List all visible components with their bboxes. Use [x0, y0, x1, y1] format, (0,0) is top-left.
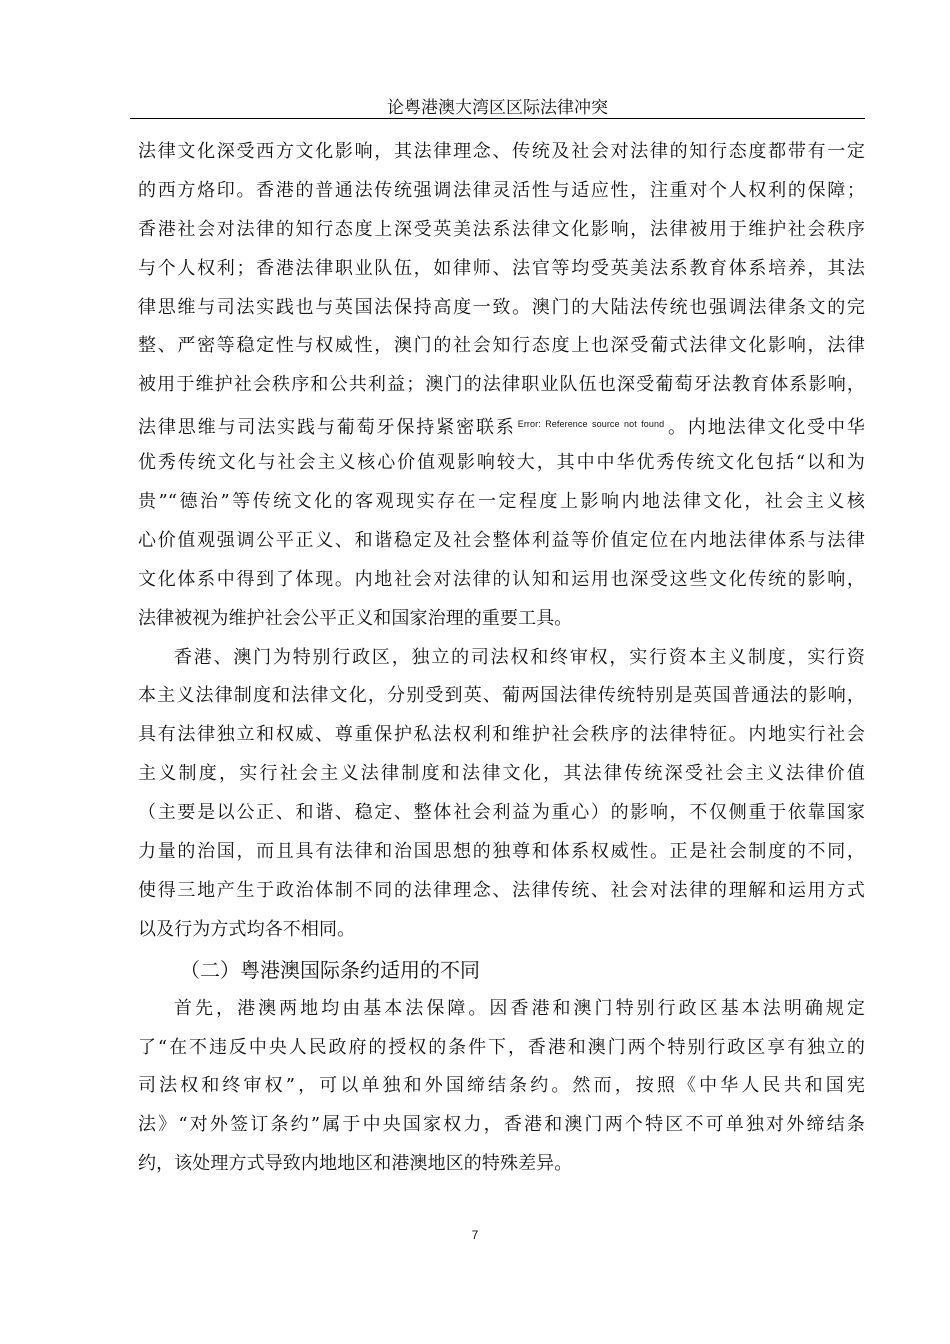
text-line: 司法权和终审权”，可以单独和外国缔结条约。然而，按照《中华人民共和国宪: [138, 1075, 865, 1097]
text-line: 心价值观强调公平正义、和谐稳定及社会整体利益等价值定位在内地法律体系与法律: [138, 529, 865, 551]
text-line: 香港、澳门为特别行政区，独立的司法权和终审权，实行资本主义制度，实行资: [174, 646, 865, 668]
text-line: 使得三地产生于政治体制不同的法律理念、法律传统、社会对法律的理解和运用方式: [138, 879, 865, 901]
text-line: （主要是以公正、和谐、稳定、整体社会利益为重心）的影响，不仅侧重于依靠国家: [138, 802, 865, 824]
header-divider: [130, 118, 865, 119]
page-number: 7: [471, 1228, 479, 1242]
text-line: 与个人权利；香港法律职业队伍，如律师、法官等均受英美法系教育体系培养，其法: [138, 257, 865, 279]
text-line: 了“在不违反中央人民政府的授权的条件下，香港和澳门两个特别行政区享有独立的: [138, 1036, 865, 1058]
text-line: 律思维与司法实践也与英国法保持高度一致。澳门的大陆法传统也强调法律条文的完: [138, 296, 865, 318]
text-segment: 法律思维与司法实践与葡萄牙保持紧密联系: [138, 417, 516, 439]
text-line: 整、严密等稳定性与权威性，澳门的社会知行态度上也深受葡式法律文化影响，法律: [138, 335, 865, 357]
text-line: 约，该处理方式导致内地地区和港澳地区的特殊差异。: [138, 1153, 573, 1175]
running-header-title: 论粤港澳大湾区区际法律冲突: [387, 98, 608, 118]
document-body: [138, 133, 865, 1184]
reference-error-note: Error: Reference source not found: [517, 419, 665, 430]
section-heading: （二）粤港澳国际条约适用的不同: [180, 957, 480, 982]
text-line: 法律被视为维护社会公平正义和国家治理的重要工具。: [138, 607, 573, 629]
text-line: 力量的治国，而且具有法律和治国思想的独尊和体系权威性。正是社会制度的不同，: [138, 841, 865, 863]
text-line: 优秀传统文化与社会主义核心价值观影响较大，其中中华优秀传统文化包括“以和为: [138, 452, 865, 474]
text-segment: 。内地法律文化受中华: [666, 417, 866, 439]
text-line: 以及行为方式均各不相同。: [138, 918, 356, 940]
text-line: 文化体系中得到了体现。内地社会对法律的认知和运用也深受这些文化传统的影响，: [138, 568, 865, 590]
text-line: 首先，港澳两地均由基本法保障。因香港和澳门特别行政区基本法明确规定: [174, 997, 865, 1019]
text-line: 具有法律独立和权威、尊重保护私法权利和维护社会秩序的法律特征。内地实行社会: [138, 724, 865, 746]
text-line: 主义制度，实行社会主义法律制度和法律文化，其法律传统深受社会主义法律价值: [138, 763, 865, 785]
text-line: 贵”“德治”等传统文化的客观现实存在一定程度上影响内地法律文化，社会主义核: [138, 491, 865, 513]
text-line-with-reference: [138, 405, 865, 444]
text-line: 香港社会对法律的知行态度上深受英美法系法律文化影响，法律被用于维护社会秩序: [138, 218, 865, 240]
text-line: 本主义法律制度和法律文化，分别受到英、葡两国法律传统特别是英国普通法的影响，: [138, 685, 865, 707]
text-line: 法律文化深受西方文化影响，其法律理念、传统及社会对法律的知行态度都带有一定: [138, 141, 865, 162]
text-line: 的西方烙印。香港的普通法传统强调法律灵活性与适应性，注重对个人权利的保障；: [138, 179, 865, 201]
text-line: 被用于维护社会秩序和公共利益；澳门的法律职业队伍也深受葡萄牙法教育体系影响，: [138, 374, 865, 396]
text-line: 法》“对外签订条约”属于中央国家权力，香港和澳门两个特区不可单独对外缔结条: [138, 1114, 865, 1136]
